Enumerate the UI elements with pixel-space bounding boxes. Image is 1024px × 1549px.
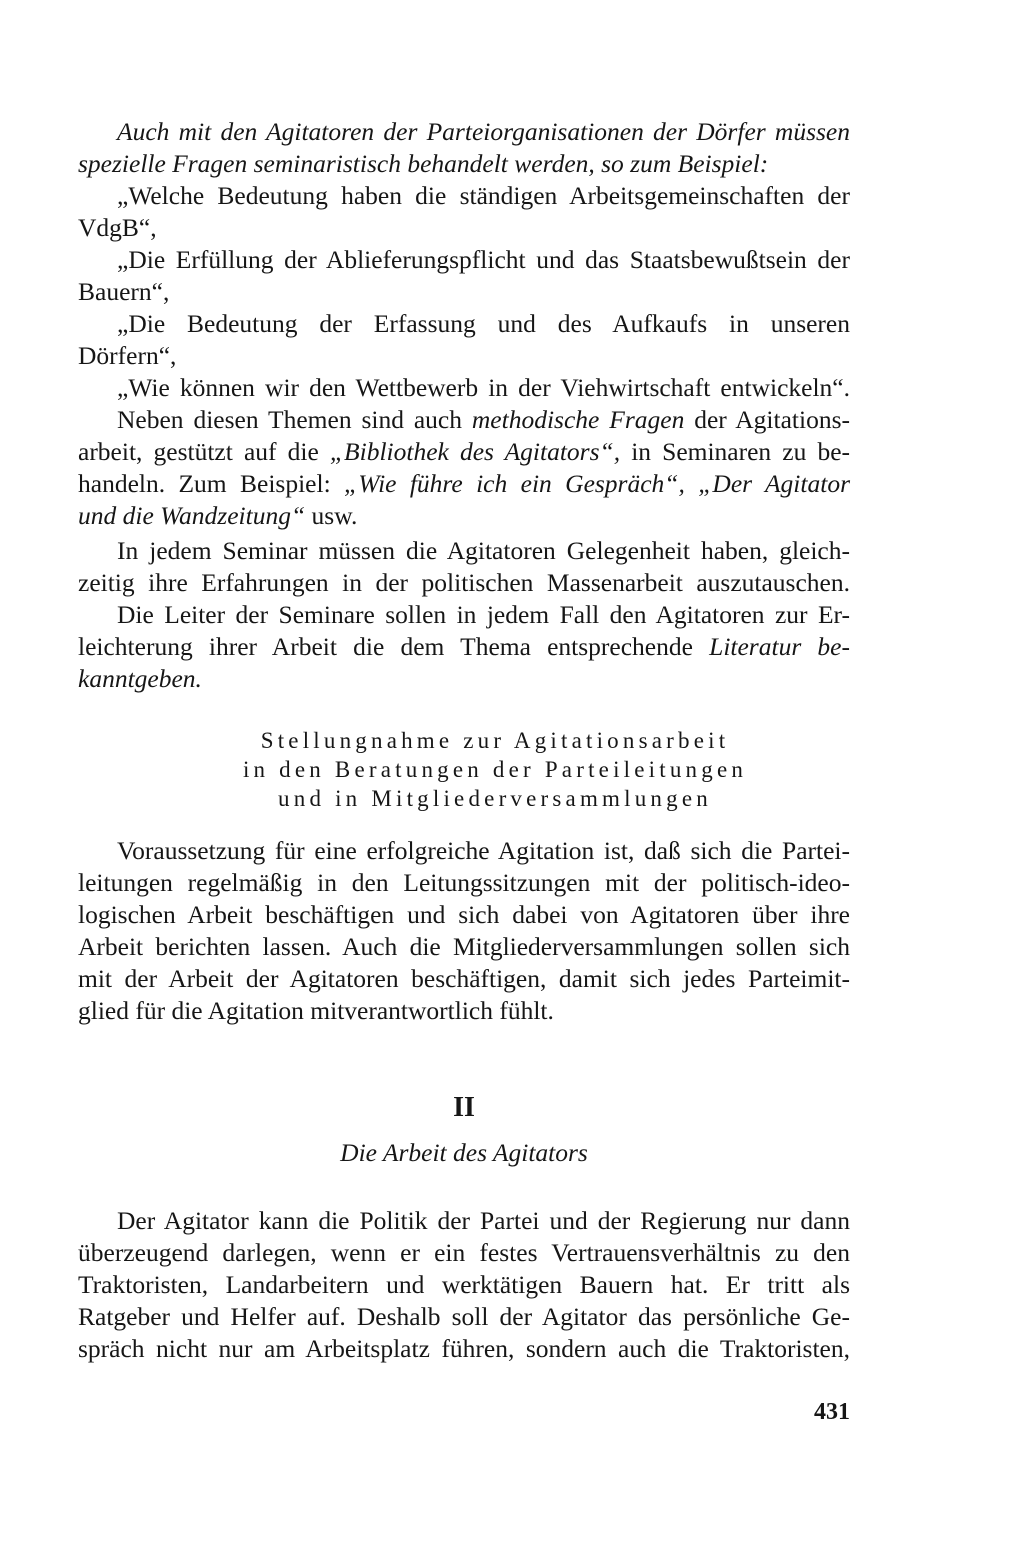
text-run: handeln. Zum Beispiel: [78, 469, 345, 498]
body-line [78, 631, 850, 663]
body-line: Ratgeber und Helfer auf. Deshalb soll der Agitator das persönliche Ge- [78, 1302, 850, 1331]
text-run: der Agitations- [684, 405, 851, 434]
text-run: leichterung ihrer Arbeit die dem Thema entsprechende [78, 632, 710, 661]
body-line [117, 404, 850, 436]
section-heading-line: in den Beratungen der Parteileitungen [242, 757, 748, 782]
body-line: zeitig ihre Erfahrungen in der politischen Massenarbeit auszutauschen. [78, 568, 850, 597]
body-line: Bauern“, [78, 277, 170, 306]
body-line: Der Agitator kann die Politik der Partei und der Regierung nur dann [117, 1206, 850, 1235]
body-line: mit der Arbeit der Agitatoren beschäftigen, damit sich jedes Parteimit- [78, 964, 850, 993]
chapter-number: II [453, 1092, 475, 1123]
body-line: „Die Bedeutung der Erfassung und des Aufkaufs in unseren [117, 309, 850, 338]
body-line [78, 500, 850, 532]
body-line: „Die Erfüllung der Ablieferungspflicht und das Staatsbewußtsein der [117, 245, 850, 274]
body-line: In jedem Seminar müssen die Agitatoren Gelegenheit haben, gleich- [117, 536, 850, 565]
body-line [78, 468, 850, 500]
body-line: spezielle Fragen seminaristisch behandelt werden, so zum Beispiel: [78, 149, 769, 178]
body-line: leitungen regelmäßig in den Leitungssitzungen mit der politisch-ideo- [78, 868, 850, 897]
body-line: „Wie können wir den Wettbewerb in der Viehwirtschaft entwickeln“. [117, 373, 850, 402]
section-heading-line: und in Mitgliederversammlungen [278, 786, 712, 811]
section-heading-line: Stellungnahme zur Agitationsarbeit [260, 728, 730, 753]
body-line: logischen Arbeit beschäftigen und sich dabei von Agitatoren über ihre [78, 900, 850, 929]
text-run: in Seminaren zu be- [620, 437, 851, 466]
body-line: glied für die Agitation mitverantwortlich fühlt. [78, 996, 554, 1025]
body-line: Auch mit den Agitatoren der Parteiorganisationen der Dörfer müssen [117, 117, 850, 146]
chapter-title: Die Arbeit des Agitators [340, 1138, 588, 1167]
body-line: Dörfern“, [78, 341, 177, 370]
italic-run: methodische Fragen [471, 405, 685, 434]
body-line: spräch nicht nur am Arbeitsplatz führen, sondern auch die Traktoristen, [78, 1334, 850, 1363]
page-number: 431 [814, 1399, 850, 1425]
italic-run: Literatur be- [709, 632, 850, 661]
body-line: kanntgeben. [78, 664, 202, 693]
body-line: Arbeit berichten lassen. Auch die Mitgliederversammlungen sollen sich [78, 932, 850, 961]
italic-run: „Wie führe ich ein Gespräch“, „Der Agitator [344, 469, 850, 498]
text-run: arbeit, gestützt auf die [78, 437, 330, 466]
body-line: überzeugend darlegen, wenn er ein festes Vertrauensverhältnis zu den [78, 1238, 850, 1267]
italic-run: und die Wandzeitung“ [78, 501, 306, 530]
text-run: usw. [305, 501, 358, 530]
body-line: Voraussetzung für eine erfolgreiche Agitation ist, daß sich die Partei- [117, 836, 850, 865]
italic-run: „Bibliothek des Agitators“, [329, 437, 621, 466]
body-line: Die Leiter der Seminare sollen in jedem Fall den Agitatoren zur Er- [117, 600, 850, 629]
body-line: Traktoristen, Landarbeitern und werktätigen Bauern hat. Er tritt als [78, 1270, 850, 1299]
body-line: VdgB“, [78, 213, 157, 242]
body-line: „Welche Bedeutung haben die ständigen Arbeitsgemeinschaften der [117, 181, 850, 210]
text-run: Neben diesen Themen sind auch [117, 405, 472, 434]
body-line [78, 436, 850, 468]
